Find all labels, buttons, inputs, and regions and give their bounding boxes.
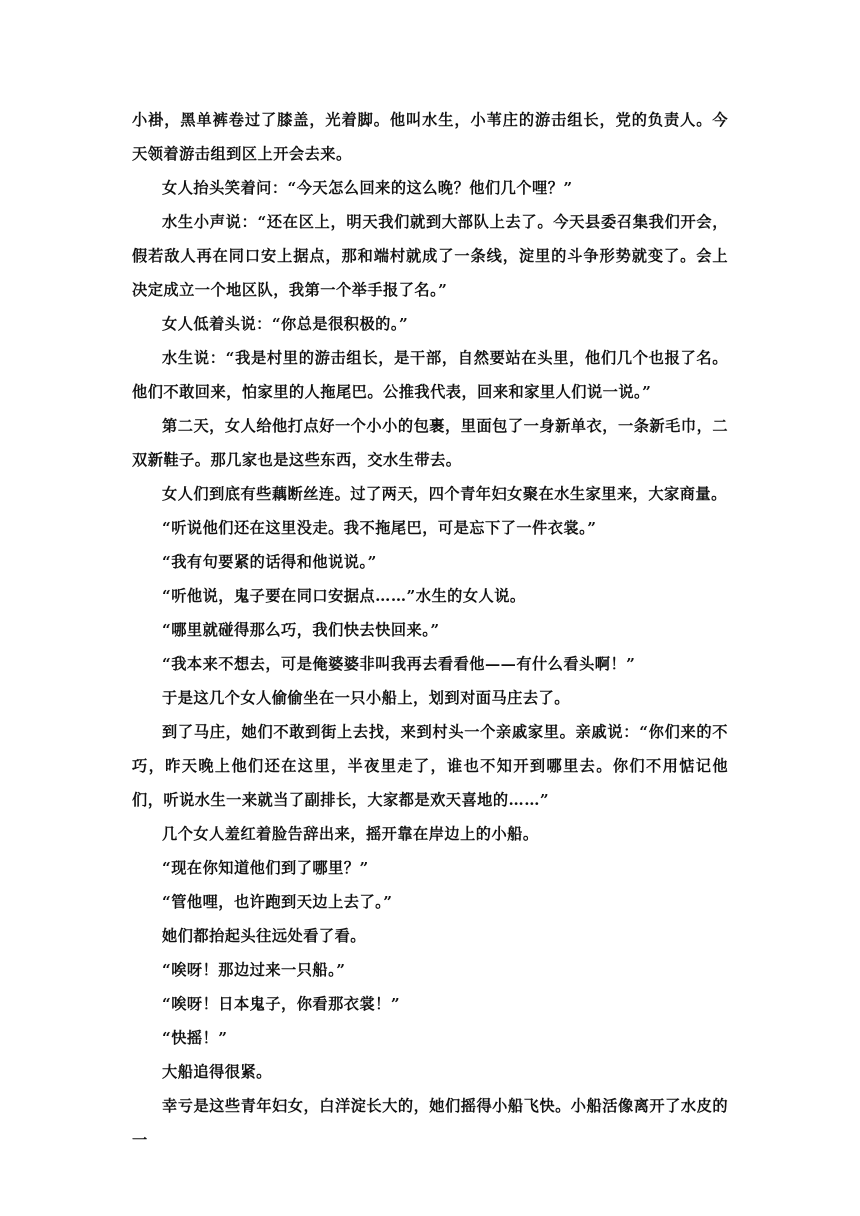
paragraph: 女人们到底有些藕断丝连。过了两天，四个青年妇女聚在水生家里来，大家商量。	[162, 485, 727, 503]
paragraph: 水生小声说：“还在区上，明天我们就到大部队上去了。今天县委召集我们开会，假若敌人再在同口安上据点，那和端村就成了一条线，淀里的斗争形势就变了。会上决定成立一个地区队，我第一个举手报了名。”	[132, 213, 728, 299]
paragraph: 到了马庄，她们不敢到街上去找，来到村头一个亲戚家里。亲戚说：“你们来的不巧，昨天晚上他们还在这里，半夜里走了，谁也不知开到哪里去。你们不用惦记他们，听说水生一来就当了副排长，大家都是欢天喜地的……”	[132, 723, 728, 809]
paragraph: “唉呀！日本鬼子，你看那衣裳！”	[162, 995, 401, 1013]
paragraph: “快摇！”	[162, 1029, 228, 1047]
paragraph: 小褂，黑单裤卷过了膝盖，光着脚。他叫水生，小苇庄的游击组长，党的负责人。今天领着游击组到区上开会去来。	[132, 111, 728, 163]
paragraph: 她们都抬起头往远处看了看。	[162, 927, 366, 945]
paragraph: “唉呀！那边过来一只船。”	[162, 961, 346, 979]
paragraph: 几个女人羞红着脸告辞出来，摇开靠在岸边上的小船。	[162, 825, 539, 843]
paragraph: 大船追得很紧。	[162, 1063, 272, 1081]
paragraph: “我有句要紧的话得和他说说。”	[162, 553, 377, 571]
paragraph: 水生说：“我是村里的游击组长，是干部，自然要站在头里，他们几个也报了名。他们不敢回来，怕家里的人拖尾巴。公推我代表，回来和家里人们说一说。”	[132, 349, 728, 401]
paragraph: 于是这几个女人偷偷坐在一只小船上，划到对面马庄去了。	[162, 689, 570, 707]
paragraph: 女人抬头笑着问：“今天怎么回来的这么晚？他们几个哩？”	[162, 179, 573, 197]
paragraph: “听他说，鬼子要在同口安据点……”水生的女人说。	[162, 587, 526, 605]
paragraph: 第二天，女人给他打点好一个小小的包裹，里面包了一身新单衣，一条新毛巾，二双新鞋子。那几家也是这些东西，交水生带去。	[132, 417, 728, 469]
paragraph: “哪里就碰得那么巧，我们快去快回来。”	[162, 621, 440, 639]
paragraph: 女人低着头说：“你总是很积极的。”	[162, 315, 409, 333]
paragraph: “听说他们还在这里没走。我不拖尾巴，可是忘下了一件衣裳。”	[162, 519, 597, 537]
paragraph: “管他哩，也许跑到天边上去了。”	[162, 893, 393, 911]
paragraph: “我本来不想去，可是俺婆婆非叫我再去看看他——有什么看头啊！”	[162, 655, 636, 673]
document-body	[132, 103, 728, 1157]
paragraph: “现在你知道他们到了哪里？”	[162, 859, 369, 877]
paragraph: 幸亏是这些青年妇女，白洋淀长大的，她们摇得小船飞快。小船活像离开了水皮的一	[132, 1097, 728, 1149]
